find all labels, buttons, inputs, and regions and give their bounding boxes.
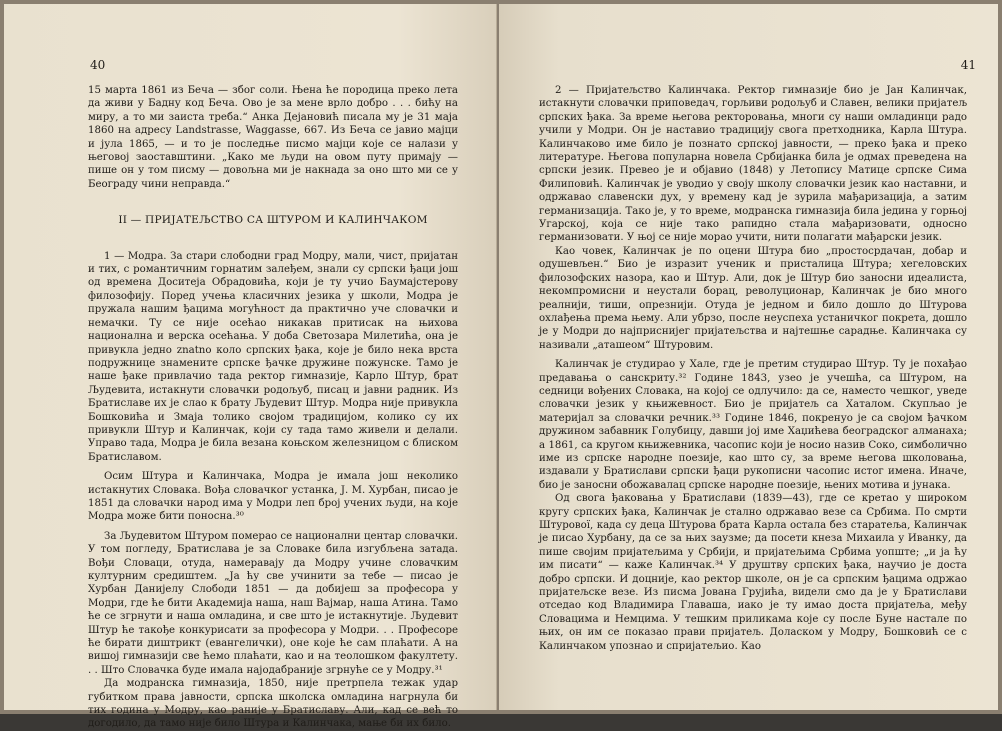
left-text-block	[88, 84, 458, 731]
right-text-block	[539, 84, 967, 653]
intro-paragraph: 15 марта 1861 из Беча — због соли. Њена ће породица преко лета да живи у Бадну код Беча. Ово је за мене врло добро . . . бићу на миру, а то ми заиста треба.“ Анка Дејановић писала му је 31 маја 1860 на адресу Landstrasse, Waggasse, 667. Из Беча се јавио мајци и јула 1865, — и то је последње писмо мајци које се налази у његовој заоставштини. „Како ме људи на овом путу примају — пише он у том писму — довољна ми је накнада за оно што ми се у Београду чини неправда.“	[88, 85, 458, 190]
left-paragraph-4: Да модранска гимназија, 1850, није претрпела тежак удар губитком права јавности, српска школска омладина нагрнула би тих година у Модру, као раније у Братиславу. Али, кад се већ то догодило, да тамо није било Штура и Калинчака, мање би их било.	[88, 678, 458, 730]
right-paragraph-1: 2 — Пријатељство Калинчака. Ректор гимназије био је Јан Калинчак, истакнути словачки приповедач, горљиви родољуб и Славен, велики пријатељ српских ђака. За време његова ректоровања, многи су наши омладинци радо учили у Модри. Он је наставио традицију свога претходника, Карла Штура. Калинчаково име било је познато српској јавности, — преко ђака и преко литературе. Његова популарна новела Србијанка била је одмах преведена на српски језик. Превео је и објавио (1848) у Летопису Матице српске Сима Филиповић. Калинчак је уводио у своју школу словачки језик као наставни, и одржавао славенски дух, у времену кад је зурила мађаризација, а затим германизација. Тако је, у то време, модранска гимназија била једина у горњој Угарској, која се није тако рапидно стала мађаризовати, односно германизовати. У њој се није морао учити, нити полагати мађарски језик.	[539, 85, 967, 244]
right-paragraph-4: Од свога ђаковања у Братислави (1839—43), где се кретао у широком кругу српских ђака, Калинчак је стално одржавао везе са Србима. По смрти Штурової, када су деца Штурова брата Карла остала без старатеља, Калинчак је писао Хурбану, да се за њих заузме; да посети кнеза Михаила у Иванку, да пише својим пријатељима у Србији, и пријатељима Србима уопште; „и ја ћу им писати“ — каже Калинчак.³⁴ У друштву српских ђака, научио је доста добро српски. И доцније, као ректор школе, он је са српским ђацима одржао пријатељске везе. Из писма Јована Грујића, видели смо да је у Братислави отседао код Владимира Главаша, иако је ту имао доста пријатеља, међу Словацима и Немцима. У тешким приликама које су после Буне настале по њих, он им се показао прави пријатељ. Доласком у Модру, Бошковић се с Калинчаком упознао и спријатељио. Као	[539, 493, 967, 652]
right-page	[499, 4, 998, 710]
left-page	[4, 4, 497, 730]
right-paragraph-2: Као човек, Калинчак је по оцени Штура био „простосрдачан, добар и одушевљен.“ Био је изразит ученик и присталица Штура; хегеловских филозофских назора, као и Штур. Али, док је Штур био заносни идеалиста, некомпромисни и неустали борац, револуционар, Калинчак је био много реалнији, тиши, опрезнији. Отуда је једном и било дошло до Штурова охлађења према њему. Али убрзо, после неуспеха устаничког покрета, дошло је у Модри до најприснијег пријатељства и најтешње сарадње. Калинчака су називали „аташеом“ Штуровим.	[539, 245, 967, 351]
section-heading: II — ПРИЈАТЕЉСТВО СА ШТУРОМ И КАЛИНЧАКОМ	[118, 214, 428, 227]
right-paragraph-3: Калинчак је студирао у Хале, где је претим студирао Штур. Ту је похађао предавања о санскриту.³² Године 1843, узео је учешћа, са Штуром, на седници вођених Словака, на којој се одлучило: да се, наместо чешког, уведе словачки језик у књижевност. Био је пријатељ са Хаталом. Скупљао је материјал за словачки речник.³³ Године 1846, покренуо је са својом ђачком дружином забавник Голубицу, давши јој име Хаџићева београдског алманаха; а 1861, са кругом књижевника, часопис који је носио назив Соко, симболично име из српске народне поезије, као што су, за време његова школовања, издавали у Братислави српски ђаци рукописни часопис истог имена. Иначе, био је заносни обожавалац српске народне поезије, њених мотива и јунака.	[539, 359, 967, 491]
left-paragraph-1: 1 — Модра. За стари слободни град Модру, мали, чист, пријатан и тих, с романтичним горнатим залеђем, знали су српски ђаци још од времена Доситеја Обрадовића, који је ту учио Баумајстерову филозофију. Поред учења класичних језика у школи, Модра је пружала нашим ђацима могућност да практично уче словачки и немачки. Ту се није осећао никакав притисак на њихова национална и верска осећања. У доба Светозара Милетића, она је привукла једно znatno коло српских ђака, које је било нека врста подружнице знамените српске ђачке дружине пожунске. Тамо је наше ђаке привлачио тада ректор гимназије, Карло Штур, брат Људевита, истакнути словачки родољуб, писац и јавни радник. Из Братиславе их је слао к брату Људевит Штур. Модра није привукла Бошковића и Змаја толико својом традицијом, колико су их привукли Штур и Калинчак, који су тада тамо живели и делали. Управо тада, Модра је била везана коњском железницом с блиском Братиславом.	[88, 250, 458, 463]
page-number-right: 41	[960, 58, 976, 72]
page-number-left: 40	[90, 58, 106, 72]
left-paragraph-3: За Људевитом Штуром померао се национални центар словачки. У том погледу, Братислава је за Словаке била изгубљена затада. Вођи Словаци, отуда, намеравају да Модру учине словачким културним средиштем. „Ја ћу све учинити за тебе — писао је Хурбан Данијелу Слободи 1851 — да добијеш за професора у Модри, где ће бити Академија наша, наш Вајмар, наша Атина. Тамо ће се згрнути и наша омладина, и све што је истакнутије. Људевит Штур ће такође конкурисати за професора у Модри. . . Професоре ће бирати диштрикт (евангелички), оне које ће сам плаћати. А на вишој гимназији све ћемо плаћати, као и на теолошком факултету. . . Што Словачка буде имала најодабраније згрнуће се у Модру.³¹	[88, 530, 458, 676]
left-paragraph-2: Осим Штура и Калинчака, Модра је имала још неколико истакнутих Словака. Вођа словачког устанка, Ј. М. Хурбан, писао је 1851 да словачки народ има у Модри леп број учених људи, на које Модра може бити поносна.³⁰	[88, 471, 458, 523]
